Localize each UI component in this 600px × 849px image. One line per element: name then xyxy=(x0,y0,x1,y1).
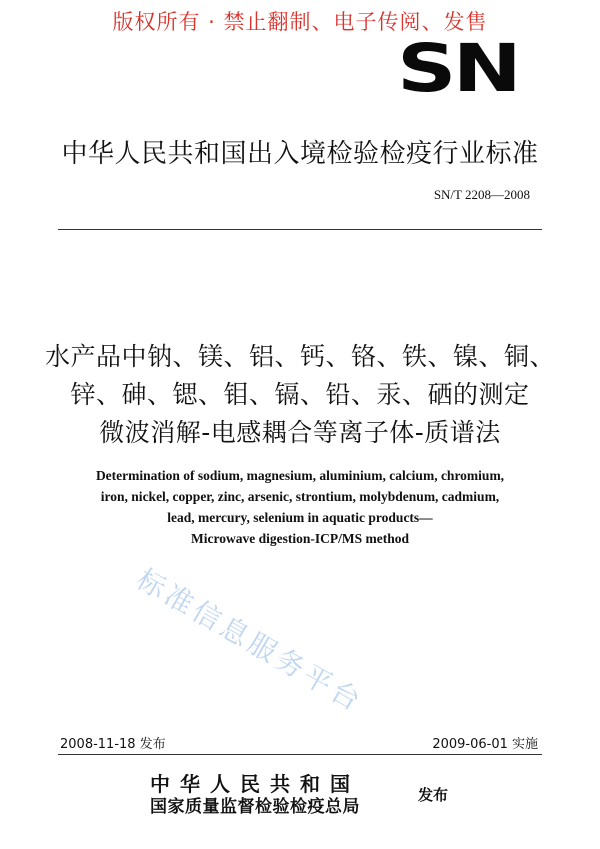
standard-organization: 中华人民共和国出入境检验检疫行业标准 xyxy=(61,139,539,169)
sn-logo: SN xyxy=(397,30,518,107)
english-title-line-2: iron, nickel, copper, zinc, arsenic, strontium, molybdenum, cadmium, xyxy=(100,489,500,504)
top-divider xyxy=(58,229,542,230)
chinese-title-line-3: 微波消解-电感耦合等离子体-质谱法 xyxy=(99,418,501,447)
chinese-title-line-1: 水产品中钠、镁、铝、钙、铬、铁、镍、铜、 xyxy=(44,342,555,371)
issue-label: 发布 xyxy=(418,786,449,804)
issuer-country: 中华人民共和国 xyxy=(150,772,360,796)
english-title-line-1: Determination of sodium, magnesium, aluminium, calcium, chromium, xyxy=(95,468,505,483)
english-title xyxy=(0,465,600,549)
watermark: 标准信息服务平台 xyxy=(131,562,370,719)
implementation-date: 2009-06-01 实施 xyxy=(432,737,538,752)
standard-code: SN/T 2208—2008 xyxy=(433,187,530,202)
issue-date: 2008-11-18 发布 xyxy=(60,737,166,752)
bottom-divider xyxy=(58,754,542,755)
issuer-agency: 国家质量监督检验检疫总局 xyxy=(150,797,360,817)
chinese-title xyxy=(0,338,600,452)
english-title-line-4: Microwave digestion-ICP/MS method xyxy=(191,531,409,546)
chinese-title-line-2: 锌、砷、锶、钼、镉、铅、汞、硒的测定 xyxy=(70,380,530,409)
copyright-notice: 版权所有 · 禁止翻制、电子传阅、发售 xyxy=(112,10,488,34)
issuing-authority xyxy=(150,772,440,818)
english-title-line-3: lead, mercury, selenium in aquatic products— xyxy=(167,510,433,525)
